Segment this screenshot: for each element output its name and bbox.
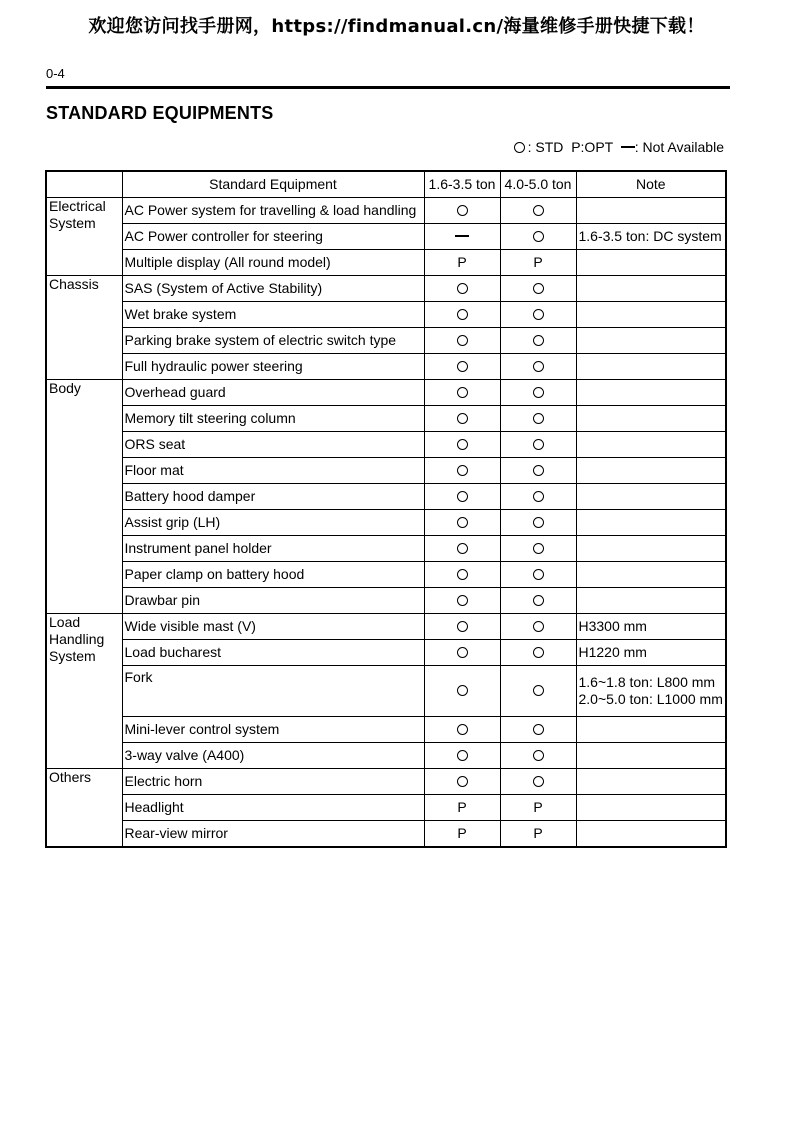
cell-a-availability (424, 406, 500, 432)
std-circle-icon (533, 413, 544, 424)
table-row (46, 224, 726, 250)
cell-a-availability (424, 562, 500, 588)
cell-b-availability (500, 250, 576, 276)
note-cell (576, 198, 726, 224)
cell-b-availability (500, 821, 576, 848)
std-circle-icon (457, 465, 468, 476)
table-row (46, 302, 726, 328)
equipment-item: Paper clamp on battery hood (122, 562, 424, 588)
std-circle-icon (457, 205, 468, 216)
header-category (46, 171, 122, 198)
option-mark: P (457, 254, 467, 270)
std-circle-icon (457, 413, 468, 424)
cell-a-availability (424, 458, 500, 484)
cell-b-availability (500, 769, 576, 795)
cell-b-availability (500, 536, 576, 562)
std-circle-icon (533, 387, 544, 398)
category-cell: Load Handling System (46, 614, 122, 769)
note-cell (576, 588, 726, 614)
equipment-item: Instrument panel holder (122, 536, 424, 562)
std-circle-icon (457, 595, 468, 606)
note-text: 1.6~1.8 ton: L800 mm (578, 674, 716, 690)
table-row (46, 198, 726, 224)
equipment-item: Wet brake system (122, 302, 424, 328)
equipment-item: Headlight (122, 795, 424, 821)
table-row (46, 536, 726, 562)
std-circle-icon (457, 569, 468, 580)
std-circle-icon (457, 543, 468, 554)
cell-b-availability (500, 302, 576, 328)
standard-equipment-table (45, 170, 727, 848)
equipment-item: Full hydraulic power steering (122, 354, 424, 380)
category-cell: Body (46, 380, 122, 614)
table-row (46, 640, 726, 666)
std-circle-icon (533, 595, 544, 606)
cell-a-availability (424, 717, 500, 743)
cell-b-availability (500, 224, 576, 250)
std-circle-icon (457, 335, 468, 346)
cell-a-availability (424, 302, 500, 328)
cell-a-availability (424, 769, 500, 795)
std-circle-icon (533, 335, 544, 346)
download-banner: 欢迎您访问找手册网，https://findmanual.cn/海量维修手册快捷下载！ (88, 16, 705, 37)
std-circle-icon (533, 647, 544, 658)
table-row (46, 588, 726, 614)
note-cell (576, 250, 726, 276)
cell-a-availability (424, 614, 500, 640)
std-circle-icon (457, 517, 468, 528)
legend (514, 139, 724, 155)
note-cell (576, 614, 726, 640)
std-circle-icon (533, 750, 544, 761)
page-title: STANDARD EQUIPMENTS (46, 103, 274, 123)
std-circle-icon (457, 724, 468, 735)
cell-b-availability (500, 795, 576, 821)
table-row (46, 458, 726, 484)
std-circle-icon (457, 685, 468, 696)
cell-a-availability (424, 328, 500, 354)
note-text: H1220 mm (578, 644, 647, 660)
equipment-item: 3-way valve (A400) (122, 743, 424, 769)
table-row (46, 562, 726, 588)
table-row (46, 276, 726, 302)
option-mark: P (533, 799, 543, 815)
cell-a-availability (424, 743, 500, 769)
cell-b-availability (500, 743, 576, 769)
option-mark: P (457, 799, 467, 815)
std-circle-icon (514, 142, 525, 153)
note-text-2: 2.0~5.0 ton: L1000 mm (578, 691, 723, 707)
std-circle-icon (533, 776, 544, 787)
std-circle-icon (457, 750, 468, 761)
std-circle-icon (533, 543, 544, 554)
table-body (46, 198, 726, 848)
cell-b-availability (500, 380, 576, 406)
equipment-item: SAS (System of Active Stability) (122, 276, 424, 302)
note-cell (576, 821, 726, 848)
table-row (46, 666, 726, 717)
note-cell (576, 302, 726, 328)
table-row (46, 717, 726, 743)
note-cell (576, 536, 726, 562)
std-circle-icon (533, 685, 544, 696)
cell-a-availability (424, 198, 500, 224)
std-circle-icon (457, 361, 468, 372)
table-row (46, 380, 726, 406)
table-header-row (46, 171, 726, 198)
note-cell (576, 743, 726, 769)
equipment-item: Assist grip (LH) (122, 510, 424, 536)
equipment-item: AC Power controller for steering (122, 224, 424, 250)
cell-b-availability (500, 406, 576, 432)
equipment-item: Electric horn (122, 769, 424, 795)
equipment-item: Rear-view mirror (122, 821, 424, 848)
cell-b-availability (500, 666, 576, 717)
note-cell (576, 769, 726, 795)
legend-opt: P:OPT (571, 139, 613, 155)
note-cell (576, 717, 726, 743)
note-cell (576, 640, 726, 666)
header-range-a: 1.6-3.5 ton (424, 171, 500, 198)
note-cell (576, 224, 726, 250)
note-cell (576, 406, 726, 432)
page-number: 0-4 (46, 66, 65, 81)
note-cell (576, 510, 726, 536)
cell-a-availability (424, 640, 500, 666)
cell-b-availability (500, 510, 576, 536)
cell-a-availability (424, 432, 500, 458)
note-cell (576, 432, 726, 458)
std-circle-icon (457, 647, 468, 658)
table-row (46, 510, 726, 536)
note-cell (576, 484, 726, 510)
equipment-item: Wide visible mast (V) (122, 614, 424, 640)
table-row (46, 795, 726, 821)
option-mark: P (457, 825, 467, 841)
std-circle-icon (457, 776, 468, 787)
cell-b-availability (500, 588, 576, 614)
option-mark: P (533, 825, 543, 841)
header-range-b: 4.0-5.0 ton (500, 171, 576, 198)
table-row (46, 769, 726, 795)
std-circle-icon (533, 283, 544, 294)
table-row (46, 821, 726, 848)
cell-b-availability (500, 640, 576, 666)
not-available-dash-icon (455, 235, 469, 237)
equipment-item: Mini-lever control system (122, 717, 424, 743)
header-equipment: Standard Equipment (122, 171, 424, 198)
table-row (46, 432, 726, 458)
std-circle-icon (533, 491, 544, 502)
equipment-item: Memory tilt steering column (122, 406, 424, 432)
note-cell (576, 795, 726, 821)
note-cell (576, 328, 726, 354)
note-cell (576, 276, 726, 302)
cell-b-availability (500, 198, 576, 224)
equipment-item: Overhead guard (122, 380, 424, 406)
cell-b-availability (500, 484, 576, 510)
note-cell (576, 666, 726, 717)
cell-a-availability (424, 276, 500, 302)
equipment-item: Multiple display (All round model) (122, 250, 424, 276)
table-row (46, 250, 726, 276)
table-row (46, 743, 726, 769)
std-circle-icon (533, 309, 544, 320)
std-circle-icon (533, 361, 544, 372)
category-cell: Others (46, 769, 122, 848)
not-available-dash-icon (621, 146, 635, 148)
note-text: 1.6-3.5 ton: DC system (578, 228, 722, 244)
equipment-item: ORS seat (122, 432, 424, 458)
std-circle-icon (533, 621, 544, 632)
std-circle-icon (533, 231, 544, 242)
cell-b-availability (500, 458, 576, 484)
note-text: H3300 mm (578, 618, 647, 634)
table-row (46, 328, 726, 354)
std-circle-icon (457, 491, 468, 502)
cell-b-availability (500, 562, 576, 588)
cell-b-availability (500, 276, 576, 302)
std-circle-icon (533, 439, 544, 450)
cell-a-availability (424, 380, 500, 406)
std-circle-icon (457, 387, 468, 398)
header-note: Note (576, 171, 726, 198)
cell-a-availability (424, 666, 500, 717)
equipment-item: Fork (122, 666, 424, 717)
header-rule (46, 86, 730, 89)
cell-a-availability (424, 588, 500, 614)
std-circle-icon (533, 465, 544, 476)
std-circle-icon (457, 621, 468, 632)
table-row (46, 406, 726, 432)
legend-na: : Not Available (634, 139, 724, 155)
cell-b-availability (500, 614, 576, 640)
cell-a-availability (424, 484, 500, 510)
note-cell (576, 354, 726, 380)
cell-a-availability (424, 821, 500, 848)
legend-std: : STD (527, 139, 564, 155)
equipment-item: Load bucharest (122, 640, 424, 666)
std-circle-icon (533, 569, 544, 580)
option-mark: P (533, 254, 543, 270)
std-circle-icon (533, 517, 544, 528)
note-cell (576, 458, 726, 484)
table-row (46, 484, 726, 510)
cell-b-availability (500, 432, 576, 458)
equipment-item: Battery hood damper (122, 484, 424, 510)
cell-a-availability (424, 224, 500, 250)
cell-b-availability (500, 354, 576, 380)
equipment-item: Drawbar pin (122, 588, 424, 614)
table-row (46, 354, 726, 380)
std-circle-icon (457, 439, 468, 450)
equipment-item: AC Power system for travelling & load handling (122, 198, 424, 224)
note-cell (576, 562, 726, 588)
table-row (46, 614, 726, 640)
cell-a-availability (424, 510, 500, 536)
category-cell: Chassis (46, 276, 122, 380)
note-cell (576, 380, 726, 406)
cell-a-availability (424, 354, 500, 380)
std-circle-icon (457, 283, 468, 294)
cell-b-availability (500, 717, 576, 743)
cell-a-availability (424, 536, 500, 562)
equipment-item: Floor mat (122, 458, 424, 484)
category-cell: Electrical System (46, 198, 122, 276)
std-circle-icon (533, 205, 544, 216)
equipment-item: Parking brake system of electric switch type (122, 328, 424, 354)
cell-a-availability (424, 795, 500, 821)
cell-a-availability (424, 250, 500, 276)
std-circle-icon (533, 724, 544, 735)
std-circle-icon (457, 309, 468, 320)
cell-b-availability (500, 328, 576, 354)
